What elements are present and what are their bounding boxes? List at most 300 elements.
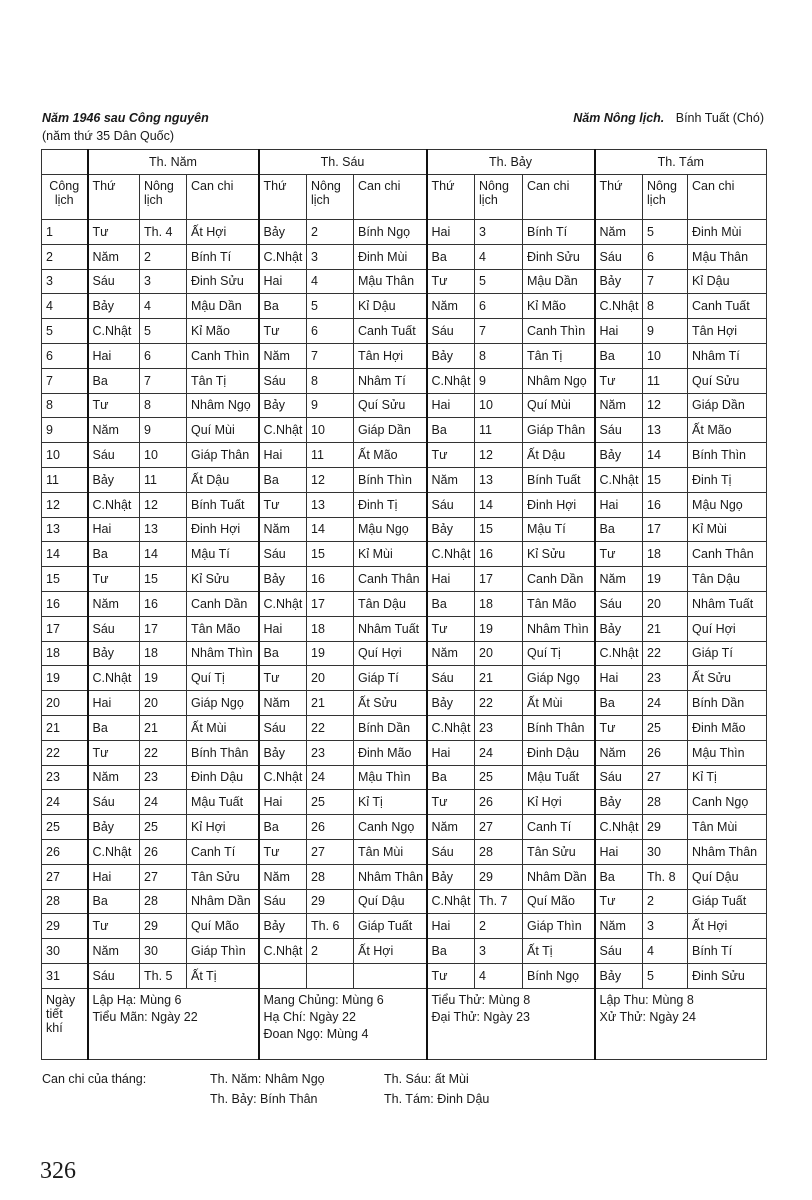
lunar-day-cell: 20: [307, 666, 354, 691]
weekday-cell: Ba: [427, 939, 475, 964]
can-chi-cell: Đinh Tị: [688, 467, 767, 492]
weekday-cell: Ba: [427, 591, 475, 616]
can-chi-cell: Nhâm Tuất: [688, 591, 767, 616]
tiet-khi-entry: Tiểu Thử: Mùng 8: [431, 992, 531, 1007]
table-row: [42, 567, 767, 592]
can-chi-cell: Đinh Sửu: [688, 963, 767, 988]
lunar-day-cell: 13: [475, 467, 523, 492]
can-chi-cell: Giáp Thìn: [523, 914, 595, 939]
weekday-cell: Tư: [88, 393, 140, 418]
lunar-day-cell: 6: [140, 343, 187, 368]
can-chi-cell: Mậu Tí: [523, 517, 595, 542]
lunar-day-cell: 10: [140, 443, 187, 468]
can-chi-cell: Canh Thìn: [523, 319, 595, 344]
weekday-cell: Tư: [88, 220, 140, 245]
weekday-cell: C.Nhật: [427, 368, 475, 393]
weekday-cell: Hai: [259, 616, 307, 641]
can-chi-cell: Tân Dậu: [354, 591, 427, 616]
month-can-chi-item: Th. Sáu: ất Mùi: [384, 1072, 469, 1086]
lunar-day-cell: 23: [643, 666, 688, 691]
weekday-cell: Tư: [259, 492, 307, 517]
can-chi-cell: Nhâm Thân: [688, 839, 767, 864]
solar-day-cell: 4: [42, 294, 88, 319]
weekday-cell: Ba: [427, 244, 475, 269]
weekday-cell: C.Nhật: [595, 815, 643, 840]
weekday-cell: C.Nhật: [259, 244, 307, 269]
can-chi-cell: Ất Hợi: [187, 220, 259, 245]
table-row: [42, 889, 767, 914]
weekday-cell: C.Nhật: [259, 591, 307, 616]
weekday-cell: Năm: [427, 467, 475, 492]
weekday-cell: Sáu: [595, 939, 643, 964]
can-chi-cell: Quí Mão: [187, 914, 259, 939]
weekday-cell: Năm: [259, 691, 307, 716]
can-chi-cell: Tân Tị: [523, 343, 595, 368]
weekday-cell: Năm: [595, 567, 643, 592]
weekday-cell: C.Nhật: [427, 542, 475, 567]
solar-day-cell: 25: [42, 815, 88, 840]
lunar-day-cell: 17: [475, 567, 523, 592]
can-chi-cell: Mậu Tuất: [523, 765, 595, 790]
can-chi-cell: Đinh Dậu: [523, 740, 595, 765]
lunar-day-cell: 9: [475, 368, 523, 393]
can-chi-cell: Ất Hợi: [688, 914, 767, 939]
table-row: [42, 641, 767, 666]
can-chi-cell: Canh Thân: [688, 542, 767, 567]
can-chi-cell: Mậu Tí: [187, 542, 259, 567]
weekday-cell: Sáu: [259, 368, 307, 393]
weekday-cell: Sáu: [595, 765, 643, 790]
lunar-day-cell: 2: [475, 914, 523, 939]
weekday-cell: Năm: [88, 418, 140, 443]
calendar-table: [41, 149, 767, 1060]
lunar-day-cell: 29: [140, 914, 187, 939]
lunar-day-cell: 6: [475, 294, 523, 319]
lunar-day-cell: 29: [307, 889, 354, 914]
lunar-day-cell: 12: [475, 443, 523, 468]
weekday-cell: Hai: [595, 839, 643, 864]
month-header-row: [42, 150, 767, 175]
lunar-day-cell: 17: [307, 591, 354, 616]
can-chi-cell: Canh Tuất: [688, 294, 767, 319]
can-chi-cell: [354, 963, 427, 988]
weekday-cell: Bảy: [595, 790, 643, 815]
lunar-day-cell: 2: [140, 244, 187, 269]
weekday-cell: Ba: [259, 294, 307, 319]
weekday-cell: C.Nhật: [595, 467, 643, 492]
can-chi-cell: Nhâm Thìn: [523, 616, 595, 641]
lunar-day-cell: 15: [643, 467, 688, 492]
lunar-day-cell: 22: [307, 715, 354, 740]
lunar-day-cell: 13: [307, 492, 354, 517]
weekday-cell: Năm: [595, 220, 643, 245]
can-chi-cell: Đinh Mão: [354, 740, 427, 765]
solar-day-cell: 6: [42, 343, 88, 368]
weekday-cell: C.Nhật: [88, 492, 140, 517]
can-chi-cell: Bính Thìn: [688, 443, 767, 468]
tiet-khi-row: [42, 988, 767, 1059]
can-chi-cell: Ất Dậu: [523, 443, 595, 468]
can-chi-cell: Tân Hợi: [688, 319, 767, 344]
can-chi-cell: Giáp Thân: [187, 443, 259, 468]
solar-day-cell: 24: [42, 790, 88, 815]
lunar-day-cell: 10: [307, 418, 354, 443]
tiet-khi-entry: Lập Hạ: Mùng 6: [92, 992, 182, 1007]
weekday-cell: C.Nhật: [88, 666, 140, 691]
lunar-day-cell: 14: [643, 443, 688, 468]
lunar-day-cell: 16: [140, 591, 187, 616]
weekday-header: Thứ: [259, 175, 307, 220]
can-chi-cell: Quí Tị: [523, 641, 595, 666]
lunar-day-cell: 4: [475, 244, 523, 269]
can-chi-cell: Đinh Mão: [688, 715, 767, 740]
lunar-day-cell: 4: [643, 939, 688, 964]
solar-day-cell: 11: [42, 467, 88, 492]
weekday-cell: Tư: [427, 790, 475, 815]
table-row: [42, 715, 767, 740]
weekday-cell: Ba: [595, 343, 643, 368]
can-chi-cell: Kỉ Mùi: [688, 517, 767, 542]
can-chi-cell: Quí Tị: [187, 666, 259, 691]
weekday-cell: Năm: [259, 864, 307, 889]
can-chi-cell: Nhâm Thìn: [187, 641, 259, 666]
can-chi-cell: Ất Tị: [523, 939, 595, 964]
weekday-cell: Tư: [259, 666, 307, 691]
lunar-day-cell: 21: [140, 715, 187, 740]
weekday-cell: Sáu: [88, 443, 140, 468]
weekday-cell: Ba: [595, 864, 643, 889]
can-chi-cell: Bính Tí: [688, 939, 767, 964]
lunar-day-cell: Th. 7: [475, 889, 523, 914]
table-row: [42, 443, 767, 468]
solar-day-cell: 18: [42, 641, 88, 666]
can-chi-cell: Ất Hợi: [354, 939, 427, 964]
weekday-cell: C.Nhật: [595, 641, 643, 666]
lunar-day-cell: 24: [643, 691, 688, 716]
can-chi-cell: Tân Tị: [187, 368, 259, 393]
table-row: [42, 244, 767, 269]
weekday-cell: Ba: [259, 641, 307, 666]
weekday-cell: Tư: [427, 616, 475, 641]
can-chi-cell: Giáp Dần: [354, 418, 427, 443]
lunar-day-cell: 23: [140, 765, 187, 790]
weekday-cell: Sáu: [427, 492, 475, 517]
month-can-chi-item: Th. Tám: Đinh Dậu: [384, 1092, 490, 1106]
lunar-day-cell: 2: [307, 220, 354, 245]
lunar-day-cell: 25: [140, 815, 187, 840]
weekday-cell: Tư: [88, 740, 140, 765]
weekday-cell: Sáu: [427, 319, 475, 344]
can-chi-cell: Bính Dần: [354, 715, 427, 740]
lunar-day-cell: 16: [307, 567, 354, 592]
can-chi-cell: Mậu Thìn: [354, 765, 427, 790]
table-row: [42, 765, 767, 790]
table-row: [42, 220, 767, 245]
weekday-cell: C.Nhật: [88, 319, 140, 344]
weekday-cell: Ba: [88, 368, 140, 393]
can-chi-cell: Quí Dậu: [354, 889, 427, 914]
lunar-day-cell: 5: [643, 220, 688, 245]
lunar-day-cell: 16: [643, 492, 688, 517]
lunar-day-cell: 5: [475, 269, 523, 294]
can-chi-cell: Nhâm Tí: [688, 343, 767, 368]
lunar-day-cell: 5: [307, 294, 354, 319]
weekday-cell: Năm: [88, 591, 140, 616]
can-chi-header: Can chi: [688, 175, 767, 220]
weekday-cell: Hai: [427, 567, 475, 592]
solar-day-cell: 3: [42, 269, 88, 294]
can-chi-cell: Canh Thân: [354, 567, 427, 592]
weekday-cell: C.Nhật: [595, 294, 643, 319]
tiet-khi-entry: Mang Chủng: Mùng 6: [263, 992, 384, 1007]
weekday-cell: Sáu: [595, 418, 643, 443]
month-header: Th. Tám: [595, 150, 767, 175]
can-chi-cell: Kỉ Tị: [688, 765, 767, 790]
lunar-day-cell: 28: [140, 889, 187, 914]
weekday-cell: Ba: [88, 715, 140, 740]
lunar-day-cell: 12: [140, 492, 187, 517]
lunar-day-cell: 25: [643, 715, 688, 740]
table-row: [42, 839, 767, 864]
table-row: [42, 319, 767, 344]
lunar-day-cell: 7: [307, 343, 354, 368]
tiet-khi-cell: [427, 988, 595, 1059]
can-chi-cell: Bính Tuất: [523, 467, 595, 492]
table-row: [42, 815, 767, 840]
lunar-day-cell: Th. 8: [643, 864, 688, 889]
lunar-day-cell: 21: [475, 666, 523, 691]
lunar-day-cell: 2: [643, 889, 688, 914]
lunar-day-cell: 12: [643, 393, 688, 418]
weekday-header: Thứ: [595, 175, 643, 220]
can-chi-cell: Nhâm Dần: [187, 889, 259, 914]
can-chi-cell: Bính Dần: [688, 691, 767, 716]
can-chi-cell: Ất Dậu: [187, 467, 259, 492]
weekday-cell: Năm: [259, 517, 307, 542]
weekday-cell: Hai: [259, 443, 307, 468]
lunar-day-cell: 13: [643, 418, 688, 443]
weekday-cell: Năm: [88, 765, 140, 790]
weekday-cell: Bảy: [88, 641, 140, 666]
can-chi-cell: Canh Dần: [187, 591, 259, 616]
can-chi-cell: Kỉ Dậu: [688, 269, 767, 294]
solar-day-cell: 28: [42, 889, 88, 914]
lunar-day-cell: 20: [140, 691, 187, 716]
lunar-day-header: Nông lịch: [307, 175, 354, 220]
lunar-day-cell: 12: [307, 467, 354, 492]
can-chi-cell: Ất Mão: [354, 443, 427, 468]
weekday-cell: Năm: [595, 740, 643, 765]
weekday-cell: Bảy: [259, 567, 307, 592]
lunar-day-cell: 3: [475, 220, 523, 245]
can-chi-cell: Quí Sửu: [688, 368, 767, 393]
can-chi-cell: Mậu Dần: [523, 269, 595, 294]
table-row: [42, 542, 767, 567]
lunar-day-cell: 11: [643, 368, 688, 393]
lunar-day-cell: 15: [140, 567, 187, 592]
solar-day-cell: 21: [42, 715, 88, 740]
solar-day-cell: 26: [42, 839, 88, 864]
lunar-day-cell: 17: [140, 616, 187, 641]
can-chi-cell: Bính Tuất: [187, 492, 259, 517]
lunar-day-header: Nông lịch: [140, 175, 187, 220]
tiet-khi-entry: Hạ Chí: Ngày 22: [263, 1009, 356, 1024]
lunar-day-cell: 16: [475, 542, 523, 567]
can-chi-cell: Giáp Tí: [688, 641, 767, 666]
lunar-day-cell: 27: [475, 815, 523, 840]
lunar-day-cell: 11: [307, 443, 354, 468]
can-chi-cell: Ất Tị: [187, 963, 259, 988]
lunar-day-cell: 14: [140, 542, 187, 567]
table-row: [42, 864, 767, 889]
weekday-cell: Tư: [595, 715, 643, 740]
lunar-day-cell: 22: [140, 740, 187, 765]
tiet-khi-entry: Tiểu Mãn: Ngày 22: [92, 1009, 198, 1024]
weekday-cell: Hai: [259, 790, 307, 815]
cong-lich-header: Công lịch: [42, 175, 88, 220]
weekday-cell: Hai: [259, 269, 307, 294]
can-chi-cell: Bính Ngọ: [354, 220, 427, 245]
can-chi-cell: Ất Sửu: [354, 691, 427, 716]
can-chi-cell: Bính Ngọ: [523, 963, 595, 988]
lunar-day-cell: 11: [140, 467, 187, 492]
lunar-day-cell: 7: [140, 368, 187, 393]
can-chi-cell: Tân Sửu: [187, 864, 259, 889]
solar-day-cell: 31: [42, 963, 88, 988]
solar-day-cell: 22: [42, 740, 88, 765]
gregorian-year-title: Năm 1946 sau Công nguyên: [42, 111, 209, 125]
can-chi-cell: Bính Thân: [187, 740, 259, 765]
can-chi-cell: Canh Tí: [187, 839, 259, 864]
lunar-day-cell: 6: [307, 319, 354, 344]
lunar-day-cell: 13: [140, 517, 187, 542]
solar-day-cell: 20: [42, 691, 88, 716]
can-chi-cell: Đinh Hợi: [187, 517, 259, 542]
month-can-chi-label: Can chi của tháng:: [42, 1072, 147, 1086]
weekday-cell: Hai: [88, 517, 140, 542]
lunar-day-cell: 6: [643, 244, 688, 269]
can-chi-header: Can chi: [523, 175, 595, 220]
lunar-day-cell: Th. 4: [140, 220, 187, 245]
table-row: [42, 294, 767, 319]
lunar-day-cell: 26: [643, 740, 688, 765]
weekday-cell: Bảy: [427, 343, 475, 368]
lunar-day-cell: 29: [643, 815, 688, 840]
weekday-cell: Sáu: [259, 889, 307, 914]
weekday-cell: Sáu: [427, 839, 475, 864]
weekday-cell: Sáu: [595, 244, 643, 269]
lunar-day-cell: 21: [643, 616, 688, 641]
can-chi-cell: Canh Tuất: [354, 319, 427, 344]
weekday-cell: Sáu: [88, 616, 140, 641]
table-row: [42, 616, 767, 641]
lunar-day-cell: 25: [475, 765, 523, 790]
weekday-cell: Tư: [427, 269, 475, 294]
lunar-day-cell: 19: [475, 616, 523, 641]
weekday-cell: C.Nhật: [427, 715, 475, 740]
weekday-cell: C.Nhật: [88, 839, 140, 864]
can-chi-cell: Đinh Dậu: [187, 765, 259, 790]
solar-day-cell: 14: [42, 542, 88, 567]
month-header: Th. Sáu: [259, 150, 427, 175]
can-chi-cell: Ất Mão: [688, 418, 767, 443]
lunar-day-cell: 22: [643, 641, 688, 666]
lunar-day-cell: 18: [475, 591, 523, 616]
lunar-day-cell: 4: [307, 269, 354, 294]
weekday-cell: Bảy: [88, 294, 140, 319]
lunar-day-cell: 19: [307, 641, 354, 666]
solar-day-cell: 1: [42, 220, 88, 245]
tiet-khi-entry: Xử Thử: Ngày 24: [599, 1009, 696, 1024]
weekday-cell: Sáu: [595, 591, 643, 616]
can-chi-cell: Quí Mùi: [187, 418, 259, 443]
can-chi-cell: Bính Thân: [523, 715, 595, 740]
solar-day-cell: 2: [42, 244, 88, 269]
can-chi-cell: Kỉ Mão: [187, 319, 259, 344]
can-chi-cell: Bính Thìn: [354, 467, 427, 492]
weekday-cell: C.Nhật: [259, 765, 307, 790]
can-chi-cell: Quí Mão: [523, 889, 595, 914]
weekday-cell: Bảy: [88, 815, 140, 840]
solar-day-cell: 12: [42, 492, 88, 517]
table-row: [42, 368, 767, 393]
can-chi-cell: Quí Hợi: [354, 641, 427, 666]
lunar-day-cell: 30: [643, 839, 688, 864]
can-chi-cell: Đinh Hợi: [523, 492, 595, 517]
weekday-cell: Ba: [259, 467, 307, 492]
lunar-day-cell: 24: [307, 765, 354, 790]
weekday-cell: Tư: [595, 889, 643, 914]
lunar-day-cell: 24: [140, 790, 187, 815]
can-chi-cell: Tân Mùi: [688, 815, 767, 840]
can-chi-cell: Canh Ngọ: [354, 815, 427, 840]
table-row: [42, 418, 767, 443]
weekday-cell: Bảy: [595, 443, 643, 468]
can-chi-cell: Mậu Ngọ: [354, 517, 427, 542]
lunar-day-cell: 20: [643, 591, 688, 616]
lunar-day-cell: 5: [140, 319, 187, 344]
lunar-day-cell: 3: [475, 939, 523, 964]
weekday-cell: C.Nhật: [259, 939, 307, 964]
weekday-cell: Bảy: [427, 864, 475, 889]
can-chi-cell: Nhâm Thân: [354, 864, 427, 889]
can-chi-cell: Giáp Thân: [523, 418, 595, 443]
lunar-day-cell: 7: [475, 319, 523, 344]
can-chi-cell: Đinh Mùi: [354, 244, 427, 269]
lunar-day-cell: 23: [475, 715, 523, 740]
can-chi-header: Can chi: [354, 175, 427, 220]
lunar-day-cell: 19: [643, 567, 688, 592]
can-chi-cell: Mậu Thân: [354, 269, 427, 294]
lunar-day-cell: 24: [475, 740, 523, 765]
can-chi-cell: Tân Mùi: [354, 839, 427, 864]
can-chi-cell: Giáp Tí: [354, 666, 427, 691]
can-chi-cell: Canh Thìn: [187, 343, 259, 368]
lunar-day-cell: 18: [643, 542, 688, 567]
weekday-cell: [259, 963, 307, 988]
solar-day-cell: 29: [42, 914, 88, 939]
lunar-day-cell: 26: [140, 839, 187, 864]
can-chi-cell: Bính Tí: [523, 220, 595, 245]
can-chi-cell: Tân Hợi: [354, 343, 427, 368]
can-chi-cell: Kỉ Sửu: [523, 542, 595, 567]
tiet-khi-cell: [259, 988, 427, 1059]
can-chi-cell: Mậu Thân: [688, 244, 767, 269]
weekday-cell: Bảy: [595, 269, 643, 294]
table-row: [42, 343, 767, 368]
lunar-day-cell: 8: [140, 393, 187, 418]
weekday-cell: Năm: [595, 914, 643, 939]
